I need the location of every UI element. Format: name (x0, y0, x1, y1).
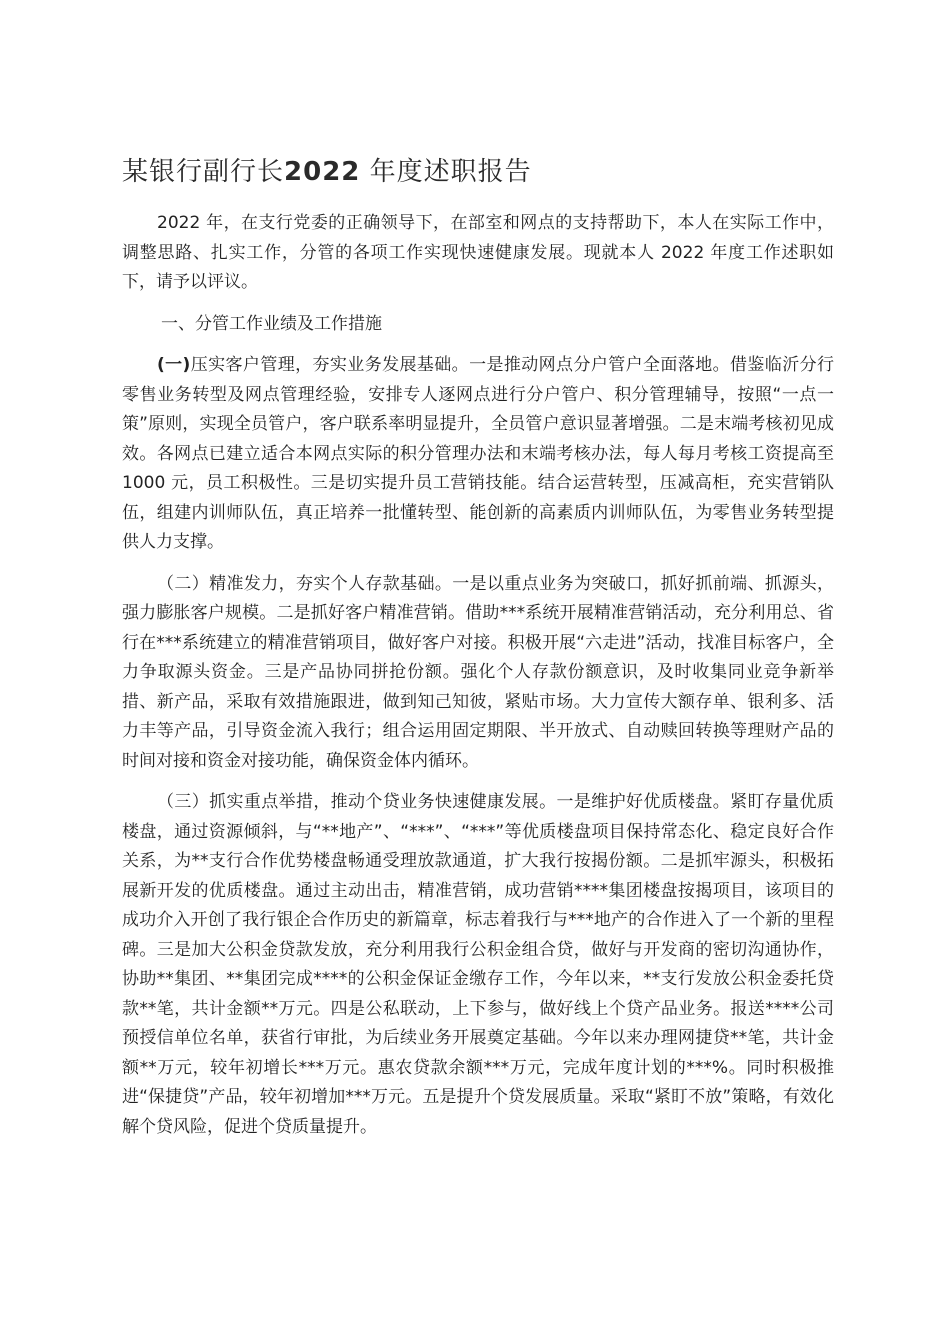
section-heading-1: 一、分管工作业绩及工作措施 (161, 313, 382, 334)
item-2-paragraph: （二）精准发力，夯实个人存款基础。一是以重点业务为突破口，抓好抓前端、抓源头，强力膨胀客户规模。二是抓好客户精准营销。借助***系统开展精准营销活动，充分利用总、省行在***系统建立的精准营销项目，做好客户对接。积极开展“六走进”活动，找准目标客户，全力争取源头资金。三是产品协同拼抢份额。强化个人存款份额意识，及时收集同业竞争新举措、新产品，采取有效措施跟进，做到知己知彼，紧贴市场。大力宣传大额存单、银利多、活力丰等产品，引导资金流入我行；组合运用固定期限、半开放式、自动赎回转换等理财产品的时间对接和资金对接功能，确保资金体内循环。 (122, 573, 834, 771)
item-1-paragraph (122, 351, 834, 558)
document-title (122, 150, 842, 194)
title-prefix: 某银行副行长 (122, 157, 285, 187)
item-3-paragraph: （三）抓实重点举措，推动个贷业务快速健康发展。一是维护好优质楼盘。紧盯存量优质楼盘，通过资源倾斜，与“**地产”、“***”、“***”等优质楼盘项目保持常态化、稳定良好合作关系，为**支行合作优势楼盘畅通受理放款通道，扩大我行按揭份额。二是抓牢源头，积极拓展新开发的优质楼盘。通过主动出击，精准营销，成功营销****集团楼盘按揭项目，该项目的成功介入开创了我行银企合作历史的新篇章，标志着我行与***地产的合作进入了一个新的里程碑。三是加大公积金贷款发放，充分利用我行公积金组合贷，做好与开发商的密切沟通协作，协助**集团、**集团完成****的公积金保证金缴存工作，今年以来，**支行发放公积金委托贷款**笔，共计金额**万元。四是公私联动，上下参与，做好线上个贷产品业务。报送****公司预授信单位名单，获省行审批，为后续业务开展奠定基础。今年以来办理网捷贷**笔，共计金额**万元，较年初增长***万元。惠农贷款余额***万元，完成年度计划的***%。同时积极推进“保捷贷”产品，较年初增加***万元。五是提升个贷发展质量。采取“紧盯不放”策略，有效化解个贷风险，促进个贷质量提升。 (122, 792, 834, 1137)
title-suffix: 年度述职报告 (369, 157, 532, 187)
title-year: 2022 (284, 157, 361, 187)
item-1-lead: (一) (157, 355, 191, 375)
intro-paragraph: 2022 年，在支行党委的正确领导下，在部室和网点的支持帮助下，本人在实际工作中，调整思路、扎实工作，分管的各项工作实现快速健康发展。现就本人 2022 年度工作述职如下，请予以评议。 (122, 213, 834, 292)
item-1-text: 压实客户管理，夯实业务发展基础。一是推动网点分户管户全面落地。借鉴临沂分行零售业务转型及网点管理经验，安排专人逐网点进行分户管户、积分管理辅导，按照“一点一策”原则，实现全员管户，客户联系率明显提升，全员管户意识显著增强。二是末端考核初见成效。各网点已建立适合本网点实际的积分管理办法和末端考核办法，每人每月考核工资提高至 1000 元，员工积极性。三是切实提升员工营销技能。结合运营转型，压减高柜，充实营销队伍，组建内训师队伍，真正培养一批懂转型、能创新的高素质内训师队伍，为零售业务转型提供人力支撑。 (122, 355, 835, 552)
document-body (122, 209, 834, 1154)
